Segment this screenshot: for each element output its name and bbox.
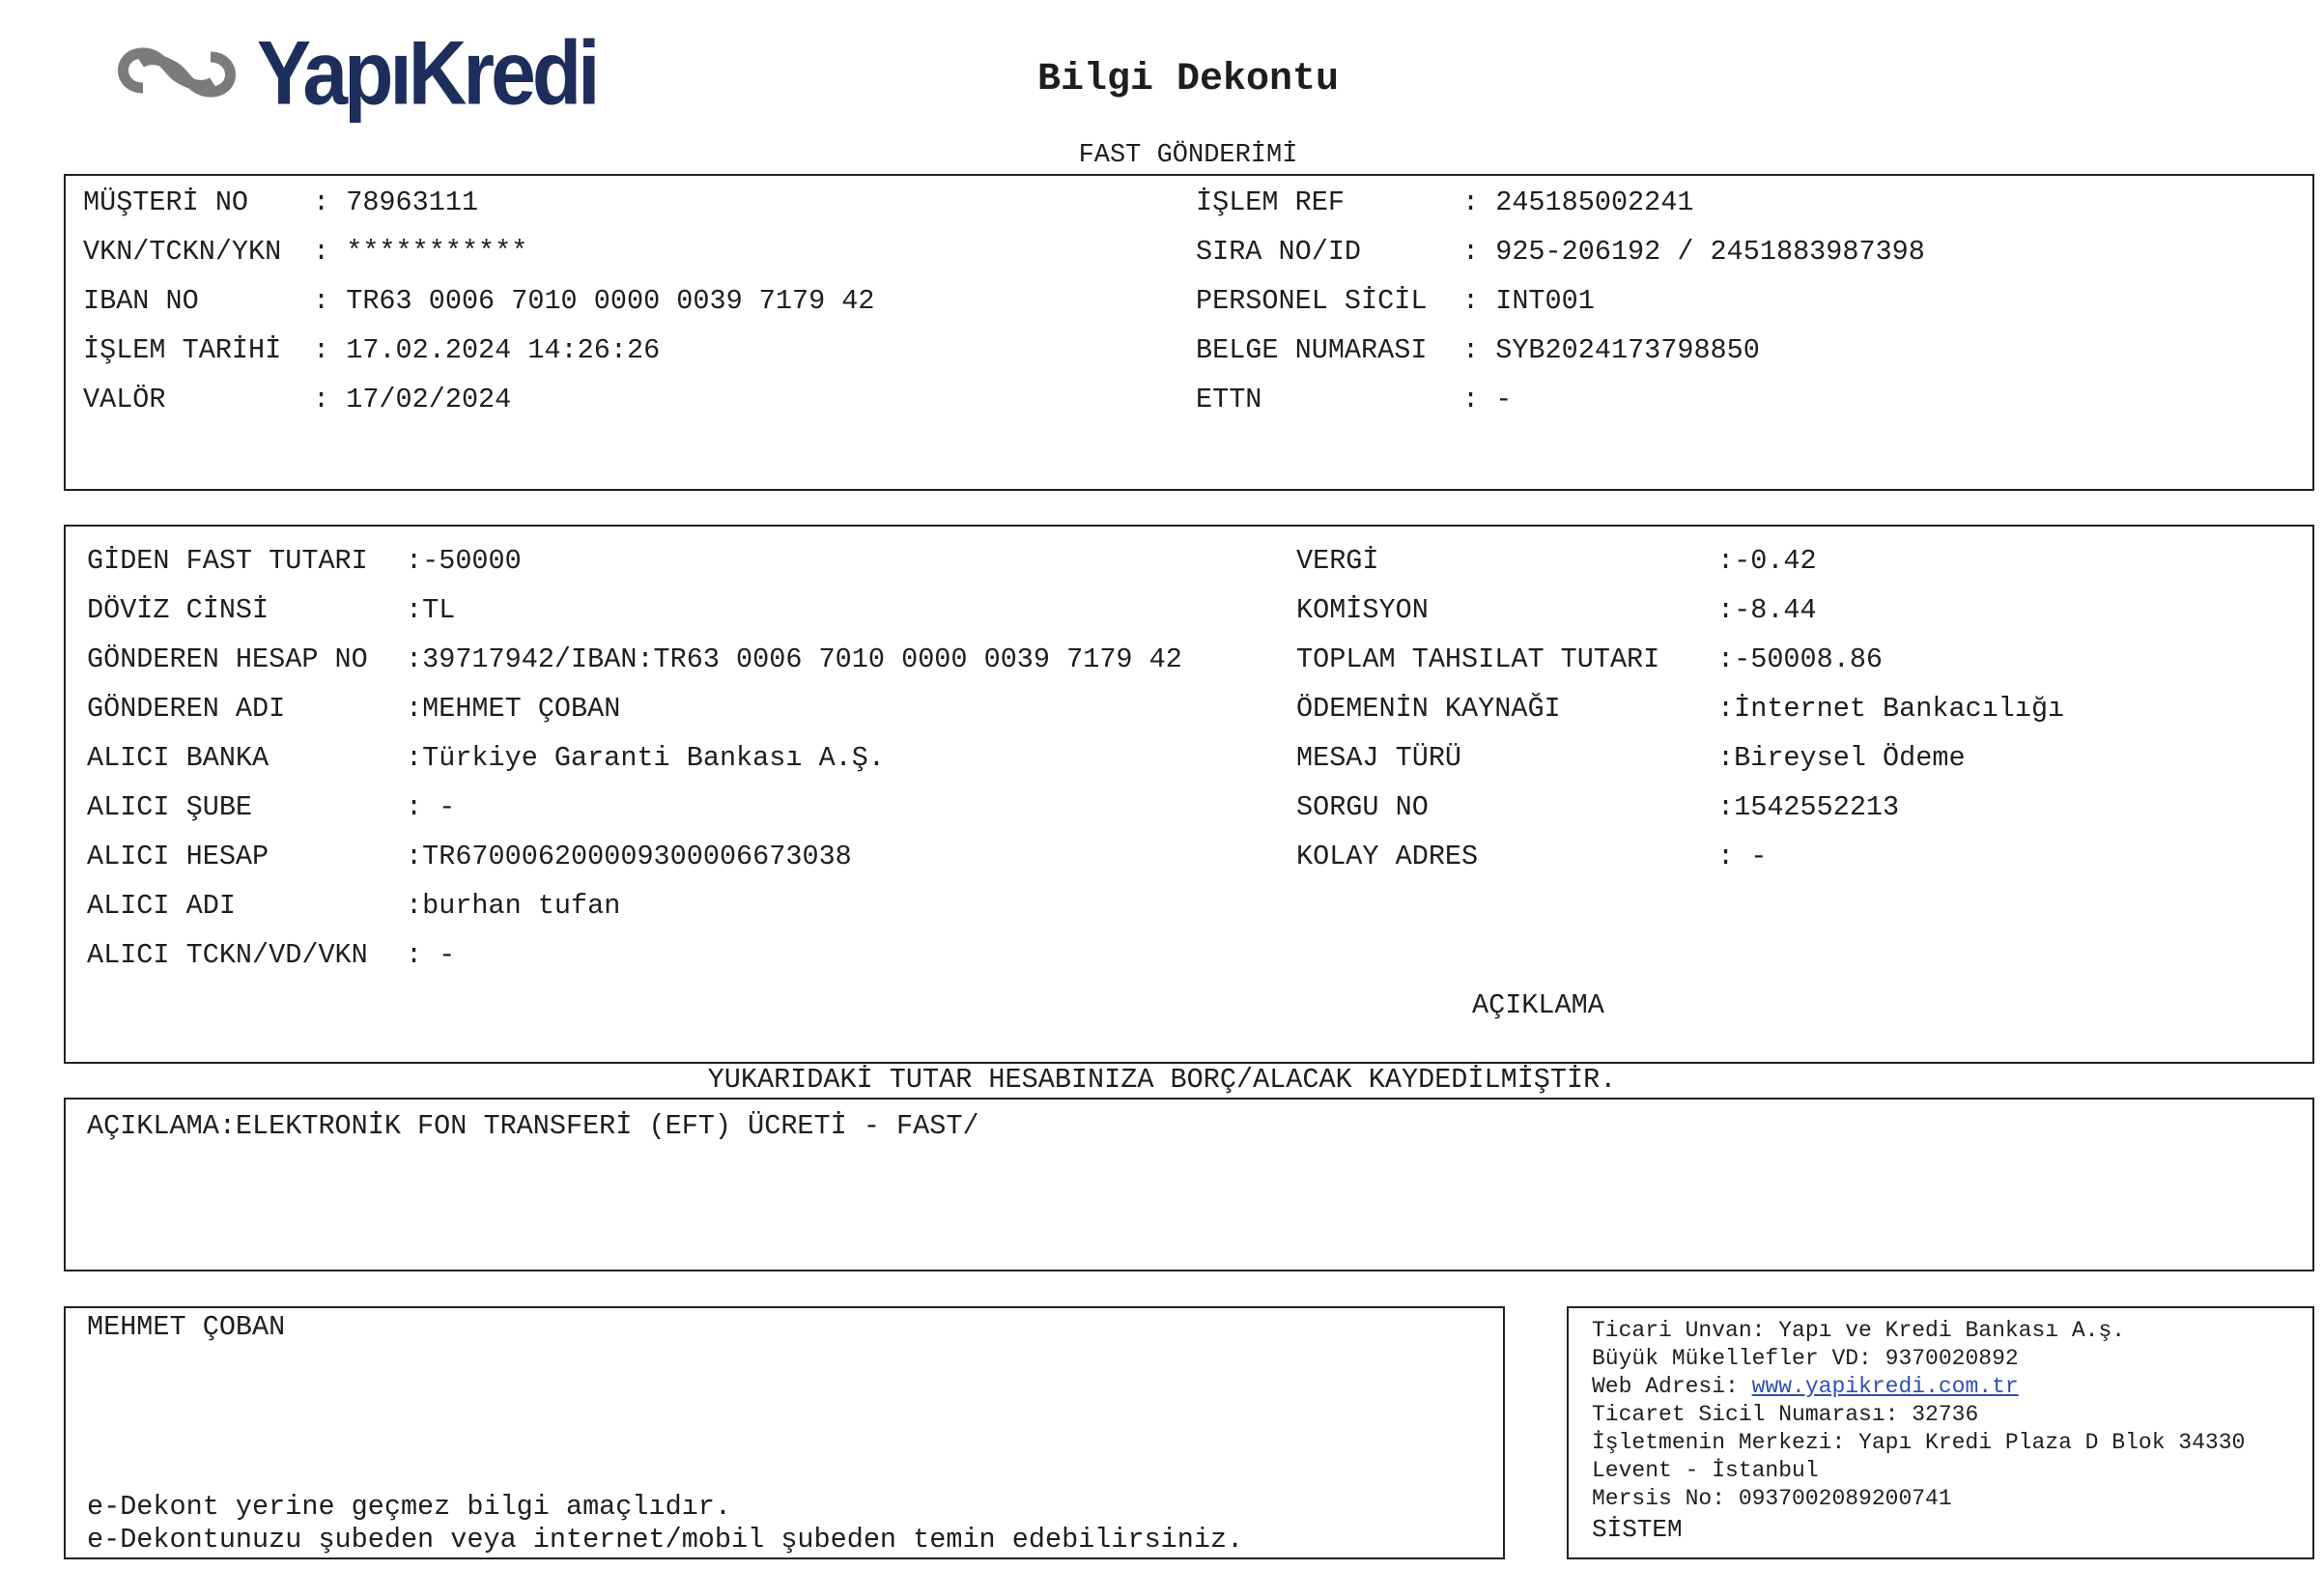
detail-row: ALICI ŞUBE : - (87, 791, 456, 823)
detail-row: ALICI BANKA :Türkiye Garanti Bankası A.Ş. (87, 742, 885, 774)
detail-row: DÖVİZ CİNSİ :TL (87, 594, 456, 626)
bank-merkez-1: İşletmenin Merkezi: Yapı Kredi Plaza D Blok 34330 (1592, 1430, 2246, 1455)
debit-notice: YUKARIDAKİ TUTAR HESABINIZA BORÇ/ALACAK KAYDEDİLMİŞTİR. (707, 1064, 1617, 1096)
customer-box (64, 1306, 1505, 1559)
info-row: PERSONEL SİCİL : INT001 (1196, 285, 1595, 317)
document-subtitle: FAST GÖNDERİMİ (1078, 141, 1298, 170)
detail-row: GÖNDEREN ADI :MEHMET ÇOBAN (87, 693, 621, 725)
info-row: VKN/TCKN/YKN : *********** (83, 236, 528, 268)
document-title: Bilgi Dekontu (1036, 58, 1340, 101)
bank-info-box (1567, 1306, 2314, 1559)
bank-vd: Büyük Mükellefler VD: 9370020892 (1592, 1346, 2019, 1371)
account-info-box (64, 174, 2314, 491)
disclaimer-line-2: e-Dekontunuzu şubeden veya internet/mobil şubeden temin edebilirsiniz. (87, 1524, 1244, 1556)
info-row: MÜŞTERİ NO : 78963111 (83, 186, 479, 218)
info-row: SIRA NO/ID : 925-206192 / 2451883987398 (1196, 236, 1925, 268)
detail-row: ALICI ADI :burhan tufan (87, 890, 621, 922)
bank-mersis: Mersis No: 0937002089200741 (1592, 1486, 1952, 1511)
disclaimer-line-1: e-Dekont yerine geçmez bilgi amaçlıdır. (87, 1491, 732, 1523)
detail-row: MESAJ TÜRÜ :Bireysel Ödeme (1296, 742, 1966, 774)
bank-unvan: Ticari Unvan: Yapı ve Kredi Bankası A.ş. (1592, 1318, 2126, 1343)
logo-text: YapıKredi (257, 21, 597, 124)
transfer-details-box (64, 525, 2314, 1064)
info-row: İŞLEM REF : 245185002241 (1196, 186, 1694, 218)
info-row: IBAN NO : TR63 0006 7010 0000 0039 7179 42 (83, 285, 875, 317)
bank-web: Web Adresi: www.yapikredi.com.tr (1592, 1374, 2019, 1399)
detail-row: ALICI TCKN/VD/VKN : - (87, 939, 456, 971)
detail-row: TOPLAM TAHSILAT TUTARI :-50008.86 (1296, 643, 1884, 675)
detail-row: KOLAY ADRES : - (1296, 841, 1768, 872)
info-row: VALÖR : 17/02/2024 (83, 384, 512, 415)
aciklama-label: AÇIKLAMA (1472, 989, 1604, 1021)
description-box (64, 1098, 2314, 1271)
bank-web-link[interactable]: www.yapikredi.com.tr (1751, 1374, 2019, 1399)
detail-row: ALICI HESAP :TR670006200009300006673038 (87, 841, 852, 872)
detail-row: SORGU NO :1542552213 (1296, 791, 1900, 823)
system-label: SİSTEM (1592, 1515, 1683, 1544)
detail-row: KOMİSYON :-8.44 (1296, 594, 1817, 626)
bank-merkez-2: Levent - İstanbul (1592, 1458, 1819, 1483)
detail-row: ÖDEMENİN KAYNAĞI :İnternet Bankacılığı (1296, 693, 2065, 725)
detail-row: GİDEN FAST TUTARI :-50000 (87, 545, 522, 577)
detail-row: GÖNDEREN HESAP NO :39717942/IBAN:TR63 0006 7010 0000 0039 7179 42 (87, 643, 1182, 675)
info-row: İŞLEM TARİHİ : 17.02.2024 14:26:26 (83, 334, 661, 366)
customer-name: MEHMET ÇOBAN (87, 1311, 286, 1343)
info-row: ETTN : - (1196, 384, 1513, 415)
detail-row: VERGİ :-0.42 (1296, 545, 1817, 577)
yapikredi-logo (104, 21, 597, 124)
info-row: BELGE NUMARASI : SYB2024173798850 (1196, 334, 1760, 366)
description-text: AÇIKLAMA:ELEKTRONİK FON TRANSFERİ (EFT) ÜCRETİ - FAST/ (87, 1110, 979, 1142)
yapikredi-swirl-icon (104, 34, 249, 111)
bank-sicil: Ticaret Sicil Numarası: 32736 (1592, 1402, 1979, 1427)
